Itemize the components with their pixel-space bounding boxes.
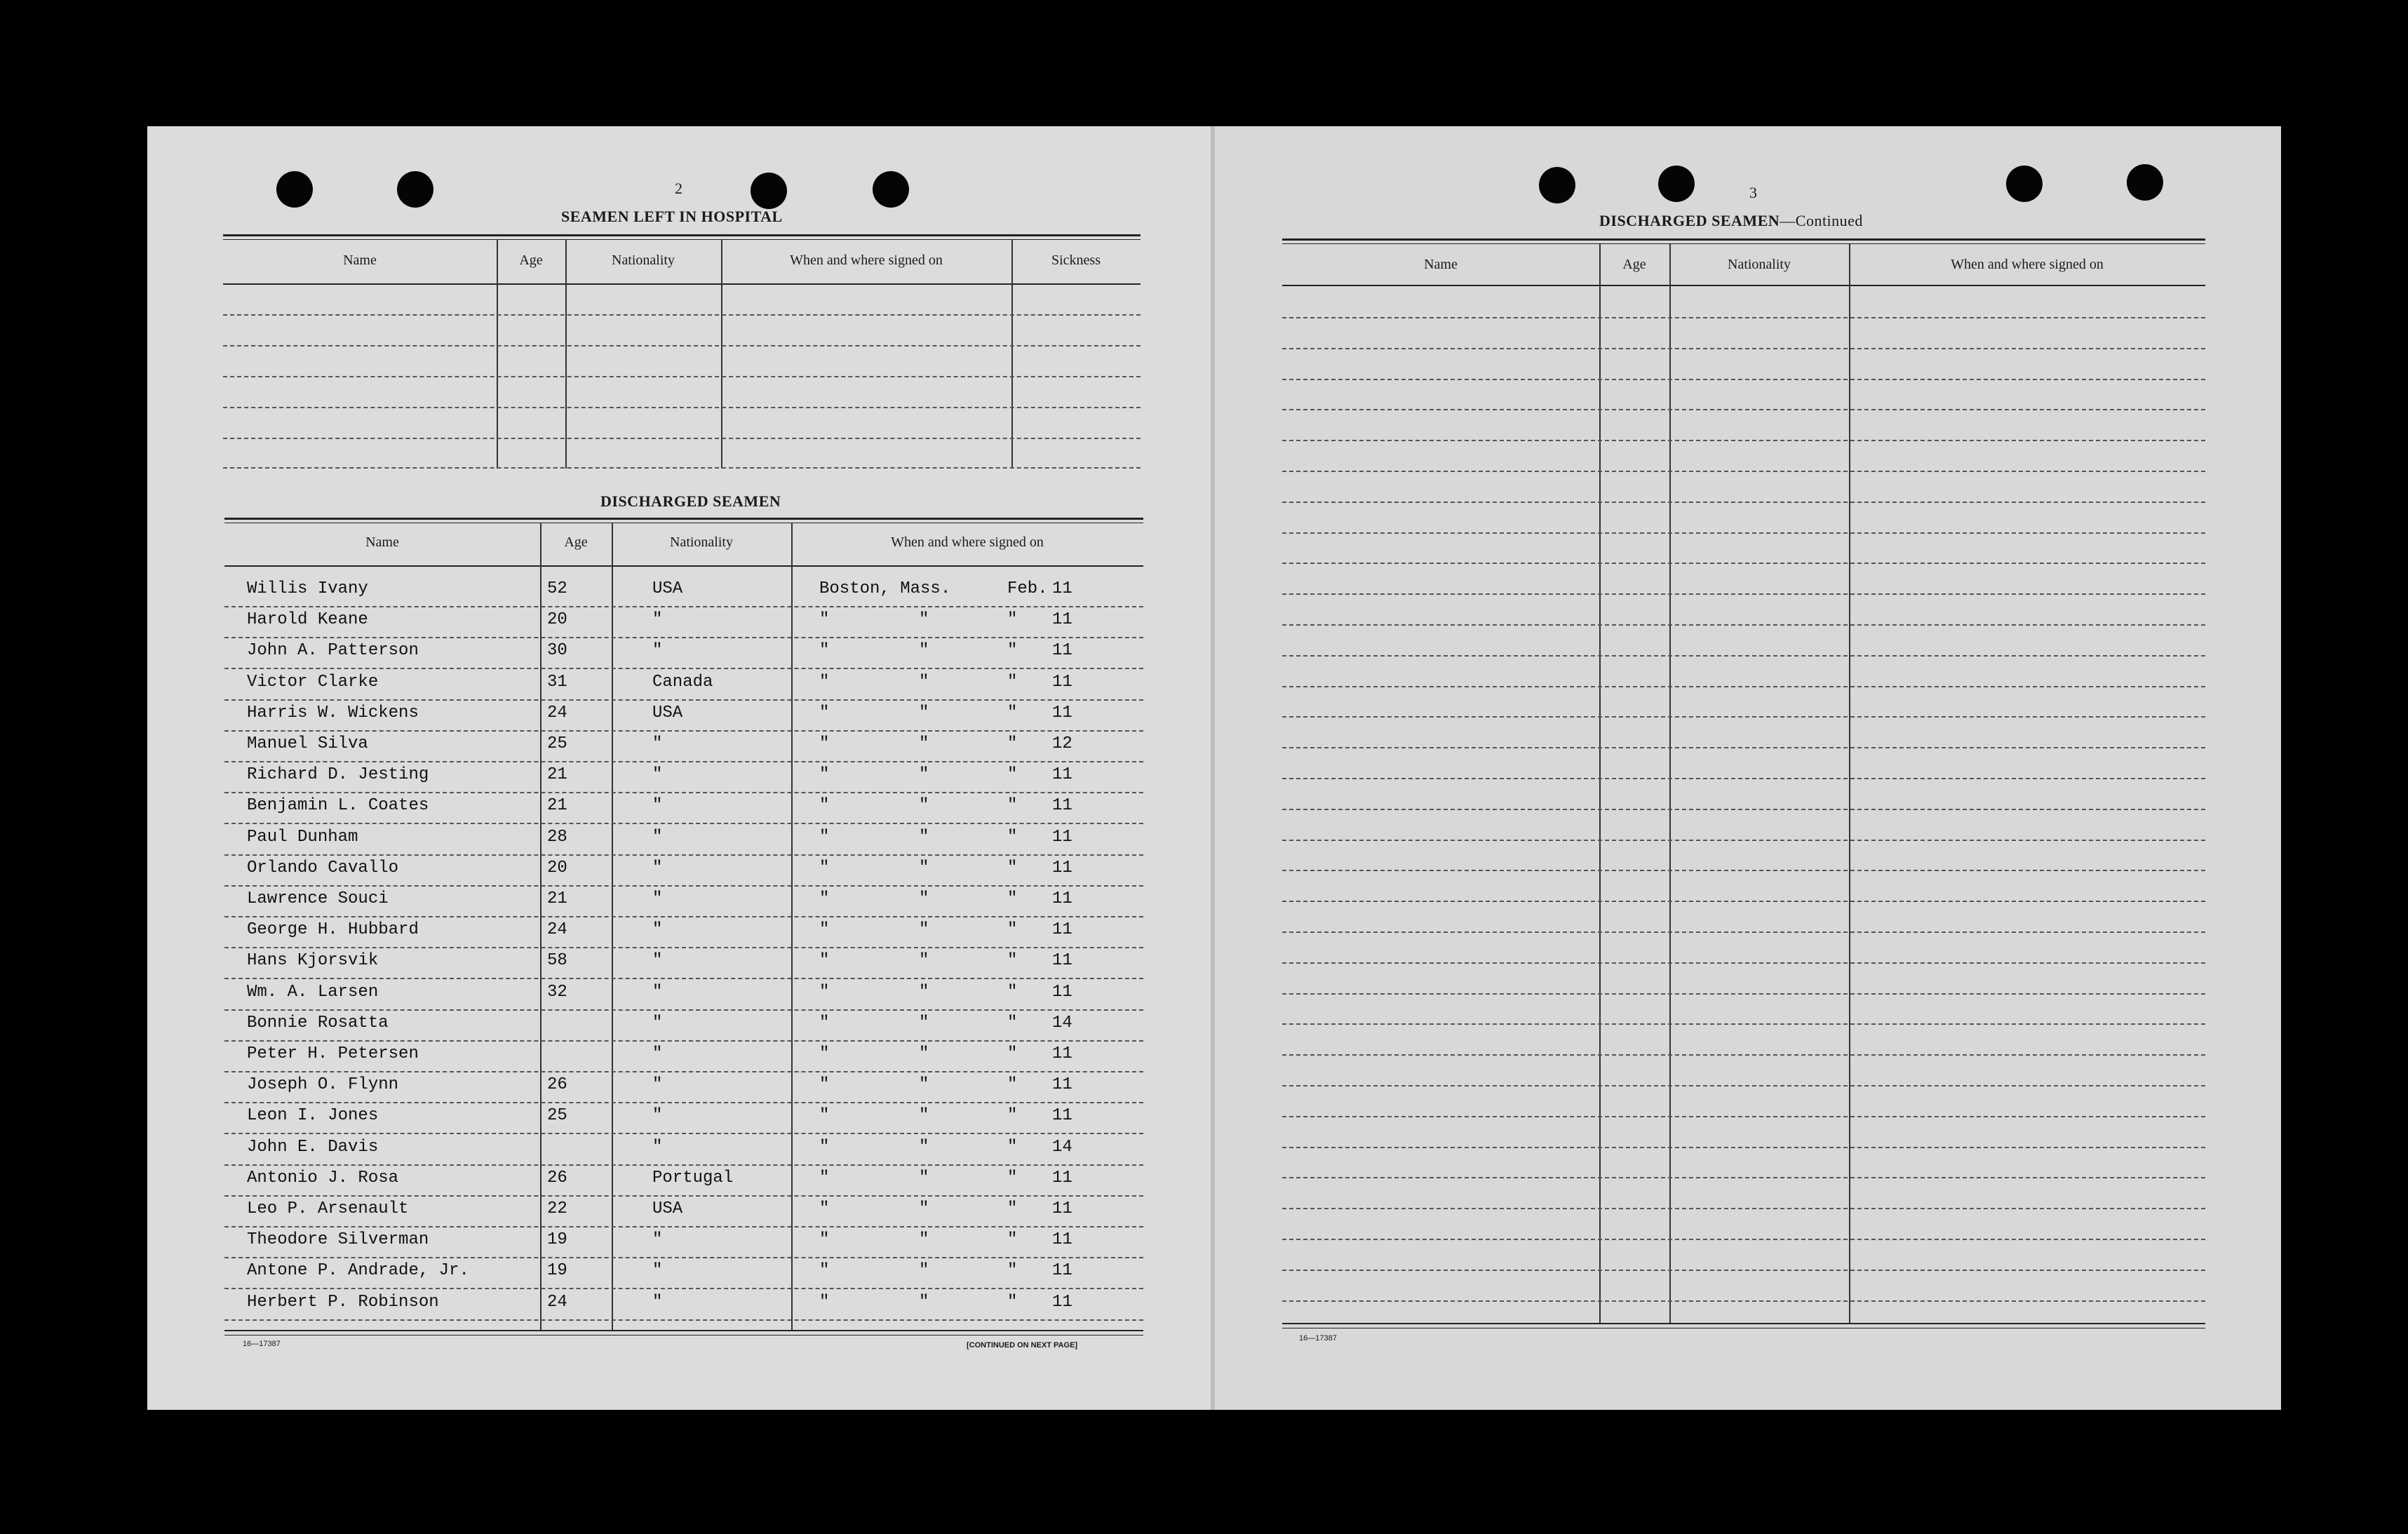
- signed-on-day: 11: [1052, 672, 1072, 692]
- seaman-nationality: ": [652, 1261, 663, 1281]
- page-number: 2: [675, 180, 682, 197]
- signed-on-place: ": [819, 1013, 830, 1032]
- seaman-age: 21: [547, 796, 567, 816]
- signed-on-place: ": [819, 1199, 830, 1218]
- seaman-age: 58: [547, 951, 567, 971]
- seaman-age: 19: [547, 1261, 567, 1281]
- column-divider: [565, 240, 567, 469]
- ruled-line: [1282, 502, 2205, 503]
- binder-hole: [751, 173, 787, 209]
- seaman-age: 26: [547, 1075, 567, 1095]
- seaman-nationality: Portugal: [652, 1168, 734, 1187]
- signed-on-place: ": [819, 1168, 830, 1187]
- signed-on-month: ": [1007, 1044, 1018, 1063]
- ruled-line: [224, 730, 1143, 732]
- table-rule: [224, 518, 1143, 520]
- signed-on-ditto: ": [919, 1199, 929, 1218]
- signed-on-ditto: ": [919, 1261, 929, 1281]
- right-page: [1213, 126, 2281, 1410]
- seaman-name: Herbert P. Robinson: [247, 1292, 439, 1312]
- seaman-nationality: ": [652, 765, 663, 785]
- column-header-nationality: Nationality: [1728, 257, 1791, 272]
- ruled-line: [1282, 1147, 2205, 1148]
- signed-on-ditto: ": [919, 703, 929, 722]
- seaman-nationality: ": [652, 951, 663, 971]
- seaman-age: 24: [547, 703, 567, 722]
- ruled-line: [1282, 962, 2205, 964]
- ruled-line: [224, 1040, 1143, 1042]
- ruled-line: [1282, 809, 2205, 810]
- column-header-signed-on: When and where signed on: [1951, 257, 2104, 272]
- column-divider: [1849, 244, 1850, 1324]
- seaman-nationality: ": [652, 1044, 663, 1063]
- form-number: 16—17387: [243, 1340, 281, 1348]
- signed-on-place: ": [819, 951, 830, 971]
- seaman-name: John E. Davis: [247, 1137, 379, 1157]
- page-number: 3: [1749, 184, 1757, 201]
- ruled-line: [224, 761, 1143, 762]
- signed-on-month: ": [1007, 610, 1018, 630]
- ruled-line: [1282, 1085, 2205, 1086]
- seaman-age: 21: [547, 889, 567, 908]
- seaman-name: Leon I. Jones: [247, 1106, 379, 1126]
- table-rule: [224, 565, 1143, 567]
- seaman-nationality: USA: [652, 579, 683, 598]
- ruled-line: [224, 637, 1143, 638]
- signed-on-day: 11: [1052, 1044, 1072, 1063]
- seaman-nationality: ": [652, 610, 663, 630]
- column-divider: [1011, 240, 1013, 469]
- seaman-name: Victor Clarke: [247, 672, 379, 692]
- signed-on-month: ": [1007, 734, 1018, 753]
- ruled-line: [224, 1195, 1143, 1197]
- seaman-name: Harold Keane: [247, 610, 368, 630]
- signed-on-place: ": [819, 672, 830, 692]
- signed-on-day: 11: [1052, 951, 1072, 971]
- ruled-line: [224, 1102, 1143, 1103]
- signed-on-place: ": [819, 889, 830, 908]
- binder-hole: [276, 171, 313, 208]
- table-rule: [223, 234, 1141, 236]
- page-fold: [1211, 126, 1215, 1410]
- signed-on-ditto: ": [919, 1292, 929, 1312]
- seaman-name: Willis Ivany: [247, 579, 368, 598]
- ruled-line: [224, 947, 1143, 948]
- ruled-line: [1282, 901, 2205, 902]
- signed-on-place: ": [819, 920, 830, 940]
- ruled-line: [223, 467, 1141, 469]
- signed-on-ditto: ": [919, 1106, 929, 1126]
- seaman-nationality: ": [652, 1230, 663, 1250]
- binder-hole: [1658, 166, 1695, 202]
- table-rule: [1282, 243, 2205, 244]
- seaman-name: John A. Patterson: [247, 641, 419, 661]
- seaman-nationality: ": [652, 827, 663, 847]
- ruled-line: [224, 854, 1143, 856]
- seaman-name: Joseph O. Flynn: [247, 1075, 399, 1095]
- signed-on-ditto: ": [919, 920, 929, 940]
- ruled-line: [1282, 993, 2205, 995]
- ruled-line: [224, 668, 1143, 669]
- binder-hole: [2006, 166, 2043, 202]
- seaman-name: Theodore Silverman: [247, 1230, 429, 1250]
- signed-on-place: ": [819, 982, 830, 1002]
- signed-on-day: 11: [1052, 1230, 1072, 1250]
- signed-on-month: ": [1007, 1230, 1018, 1250]
- column-divider: [791, 523, 793, 1331]
- signed-on-day: 14: [1052, 1013, 1072, 1032]
- signed-on-day: 11: [1052, 610, 1072, 630]
- ruled-line: [1282, 1239, 2205, 1240]
- seaman-age: 25: [547, 1106, 567, 1126]
- ruled-line: [1282, 593, 2205, 595]
- signed-on-place: ": [819, 1137, 830, 1157]
- table-rule: [223, 239, 1141, 240]
- column-divider: [1599, 244, 1601, 1324]
- signed-on-place: ": [819, 610, 830, 630]
- column-header-name: Name: [343, 253, 377, 268]
- ruled-line: [1282, 379, 2205, 380]
- signed-on-ditto: ": [919, 765, 929, 785]
- signed-on-day: 11: [1052, 641, 1072, 661]
- seaman-age: 22: [547, 1199, 567, 1218]
- section-title-main: DISCHARGED SEAMEN: [1599, 212, 1780, 229]
- signed-on-ditto: ": [919, 734, 929, 753]
- signed-on-place: ": [819, 796, 830, 816]
- seaman-nationality: ": [652, 1106, 663, 1126]
- seaman-age: 19: [547, 1230, 567, 1250]
- signed-on-ditto: ": [919, 1044, 929, 1063]
- seaman-nationality: ": [652, 796, 663, 816]
- ruled-line: [1282, 716, 2205, 718]
- signed-on-month: ": [1007, 1168, 1018, 1187]
- ruled-line: [1282, 563, 2205, 564]
- ruled-line: [1282, 840, 2205, 841]
- signed-on-ditto: ": [919, 982, 929, 1002]
- ruled-line: [1282, 1054, 2205, 1056]
- seaman-age: 28: [547, 827, 567, 847]
- signed-on-month: ": [1007, 889, 1018, 908]
- column-header-signed-on: When and where signed on: [891, 534, 1044, 550]
- seaman-name: Lawrence Souci: [247, 889, 389, 908]
- ruled-line: [223, 345, 1141, 347]
- seaman-name: Orlando Cavallo: [247, 858, 399, 877]
- signed-on-day: 11: [1052, 1261, 1072, 1281]
- signed-on-place: ": [819, 1106, 830, 1126]
- hospital-section-title: SEAMEN LEFT IN HOSPITAL: [561, 208, 783, 225]
- seaman-name: Harris W. Wickens: [247, 703, 419, 722]
- ruled-line: [1282, 1023, 2205, 1025]
- ruled-line: [1282, 1270, 2205, 1271]
- ruled-line: [1282, 1300, 2205, 1302]
- ruled-line: [224, 916, 1143, 917]
- signed-on-ditto: ": [919, 951, 929, 971]
- ruled-line: [1282, 532, 2205, 534]
- seaman-name: Peter H. Petersen: [247, 1044, 419, 1063]
- column-header-nationality: Nationality: [612, 253, 675, 268]
- ruled-line: [1282, 1177, 2205, 1178]
- column-header-sickness: Sickness: [1051, 253, 1101, 268]
- form-number: 16—17387: [1299, 1334, 1337, 1343]
- signed-on-month: ": [1007, 982, 1018, 1002]
- signed-on-ditto: ": [919, 1230, 929, 1250]
- seaman-name: Benjamin L. Coates: [247, 796, 429, 816]
- signed-on-month: ": [1007, 672, 1018, 692]
- signed-on-place: ": [819, 641, 830, 661]
- table-rule: [1282, 1323, 2205, 1324]
- signed-on-month: ": [1007, 858, 1018, 877]
- ruled-line: [1282, 931, 2205, 933]
- signed-on-month: ": [1007, 951, 1018, 971]
- ruled-line: [224, 1319, 1143, 1321]
- ruled-line: [1282, 747, 2205, 748]
- signed-on-month: ": [1007, 1013, 1018, 1032]
- seaman-name: Hans Kjorsvik: [247, 951, 379, 971]
- seaman-age: 32: [547, 982, 567, 1002]
- seaman-name: Antonio J. Rosa: [247, 1168, 399, 1187]
- seaman-age: 25: [547, 734, 567, 753]
- seaman-age: 30: [547, 641, 567, 661]
- seaman-age: 20: [547, 858, 567, 877]
- ruled-line: [223, 407, 1141, 408]
- table-rule: [224, 1330, 1143, 1331]
- ruled-line: [1282, 686, 2205, 687]
- signed-on-ditto: ": [919, 827, 929, 847]
- ruled-line: [223, 438, 1141, 439]
- ruled-line: [223, 314, 1141, 316]
- ruled-line: [1282, 624, 2205, 626]
- signed-on-ditto: ": [919, 889, 929, 908]
- column-header-signed-on: When and where signed on: [790, 253, 943, 268]
- column-divider: [1669, 244, 1671, 1324]
- seaman-name: Paul Dunham: [247, 827, 358, 847]
- signed-on-ditto: ": [919, 1013, 929, 1032]
- signed-on-day: 11: [1052, 1168, 1072, 1187]
- ruled-line: [1282, 1208, 2205, 1209]
- signed-on-month: ": [1007, 1075, 1018, 1095]
- signed-on-day: 11: [1052, 858, 1072, 877]
- signed-on-month: ": [1007, 1292, 1018, 1312]
- signed-on-month: ": [1007, 920, 1018, 940]
- signed-on-month: ": [1007, 1106, 1018, 1126]
- signed-on-month: ": [1007, 765, 1018, 785]
- signed-on-day: 11: [1052, 1199, 1072, 1218]
- signed-on-ditto: ": [919, 1075, 929, 1095]
- column-divider: [540, 523, 542, 1331]
- signed-on-day: 11: [1052, 796, 1072, 816]
- ruled-line: [224, 699, 1143, 701]
- signed-on-day: 11: [1052, 703, 1072, 722]
- ruled-line: [223, 376, 1141, 377]
- seaman-nationality: ": [652, 1292, 663, 1312]
- seaman-name: Antone P. Andrade, Jr.: [247, 1261, 469, 1281]
- discharged-section-title: DISCHARGED SEAMEN: [600, 492, 781, 510]
- seaman-age: 20: [547, 610, 567, 630]
- seaman-name: Bonnie Rosatta: [247, 1013, 389, 1032]
- signed-on-ditto: ": [919, 672, 929, 692]
- signed-on-month: Feb.: [1007, 579, 1048, 598]
- signed-on-month: ": [1007, 703, 1018, 722]
- seaman-age: 26: [547, 1168, 567, 1187]
- signed-on-month: ": [1007, 1261, 1018, 1281]
- ruled-line: [224, 823, 1143, 824]
- ruled-line: [224, 1226, 1143, 1227]
- signed-on-day: 12: [1052, 734, 1072, 753]
- column-header-name: Name: [365, 534, 399, 550]
- signed-on-place: ": [819, 734, 830, 753]
- seaman-name: Richard D. Jesting: [247, 765, 429, 785]
- seaman-nationality: ": [652, 1137, 663, 1157]
- seaman-nationality: Canada: [652, 672, 713, 692]
- ruled-line: [224, 792, 1143, 793]
- column-divider: [721, 240, 722, 469]
- signed-on-ditto: ": [919, 610, 929, 630]
- table-rule: [223, 283, 1141, 285]
- signed-on-ditto: ": [919, 796, 929, 816]
- signed-on-month: ": [1007, 827, 1018, 847]
- column-header-nationality: Nationality: [670, 534, 733, 550]
- column-header-age: Age: [519, 253, 543, 268]
- ruled-line: [224, 1288, 1143, 1289]
- signed-on-ditto: ": [919, 641, 929, 661]
- signed-on-day: 14: [1052, 1137, 1072, 1157]
- ruled-line: [1282, 409, 2205, 410]
- signed-on-day: 11: [1052, 827, 1072, 847]
- signed-on-place: ": [819, 827, 830, 847]
- signed-on-month: ": [1007, 641, 1018, 661]
- seaman-name: George H. Hubbard: [247, 920, 419, 940]
- signed-on-place: ": [819, 1044, 830, 1063]
- signed-on-month: ": [1007, 1137, 1018, 1157]
- signed-on-day: 11: [1052, 982, 1072, 1002]
- ruled-line: [224, 1257, 1143, 1258]
- signed-on-day: 11: [1052, 920, 1072, 940]
- signed-on-place: ": [819, 858, 830, 877]
- binder-hole: [2127, 164, 2163, 201]
- ruled-line: [1282, 348, 2205, 349]
- seaman-nationality: ": [652, 858, 663, 877]
- seaman-nationality: ": [652, 1013, 663, 1032]
- ruled-line: [1282, 471, 2205, 472]
- seaman-nationality: ": [652, 1075, 663, 1095]
- signed-on-ditto: ": [919, 1168, 929, 1187]
- continued-note: [CONTINUED ON NEXT PAGE]: [967, 1341, 1078, 1350]
- signed-on-day: 11: [1052, 579, 1072, 598]
- signed-on-place: ": [819, 1075, 830, 1095]
- seaman-name: Manuel Silva: [247, 734, 368, 753]
- signed-on-ditto: ": [919, 1137, 929, 1157]
- signed-on-place: ": [819, 1230, 830, 1250]
- seaman-age: 52: [547, 579, 567, 598]
- signed-on-place: ": [819, 703, 830, 722]
- ruled-line: [224, 1071, 1143, 1072]
- column-divider: [612, 523, 613, 1331]
- table-rule: [1282, 285, 2205, 286]
- seaman-nationality: USA: [652, 703, 683, 722]
- signed-on-day: 11: [1052, 889, 1072, 908]
- signed-on-place: ": [819, 1292, 830, 1312]
- binder-hole: [397, 171, 433, 208]
- binder-hole: [1539, 167, 1575, 203]
- seaman-nationality: ": [652, 641, 663, 661]
- seaman-nationality: ": [652, 920, 663, 940]
- ruled-line: [1282, 317, 2205, 318]
- seaman-name: Leo P. Arsenault: [247, 1199, 409, 1218]
- ruled-line: [224, 885, 1143, 887]
- section-title-continued: —Continued: [1780, 212, 1863, 229]
- ruled-line: [224, 1009, 1143, 1011]
- signed-on-day: 11: [1052, 1075, 1072, 1095]
- ruled-line: [1282, 778, 2205, 779]
- binder-hole: [873, 171, 909, 208]
- column-divider: [497, 240, 498, 469]
- seaman-name: Wm. A. Larsen: [247, 982, 379, 1002]
- seaman-nationality: USA: [652, 1199, 683, 1218]
- seaman-nationality: ": [652, 889, 663, 908]
- signed-on-place: ": [819, 765, 830, 785]
- seaman-nationality: ": [652, 734, 663, 753]
- column-header-age: Age: [564, 534, 588, 550]
- ruled-line: [224, 606, 1143, 607]
- ruled-line: [224, 1133, 1143, 1134]
- seaman-age: 24: [547, 1292, 567, 1312]
- table-rule: [1282, 238, 2205, 241]
- signed-on-day: 11: [1052, 765, 1072, 785]
- signed-on-day: 11: [1052, 1106, 1072, 1126]
- column-header-age: Age: [1622, 257, 1646, 272]
- signed-on-place: ": [819, 1261, 830, 1281]
- signed-on-ditto: ": [919, 858, 929, 877]
- ruled-line: [1282, 870, 2205, 871]
- ruled-line: [224, 1164, 1143, 1166]
- ruled-line: [224, 978, 1143, 979]
- ruled-line: [1282, 1116, 2205, 1117]
- signed-on-place: Boston, Mass.: [819, 579, 951, 598]
- ruled-line: [1282, 440, 2205, 441]
- signed-on-month: ": [1007, 796, 1018, 816]
- ruled-line: [1282, 655, 2205, 657]
- continued-section-title: [1599, 212, 1863, 230]
- column-header-name: Name: [1424, 257, 1458, 272]
- signed-on-day: 11: [1052, 1292, 1072, 1312]
- seaman-age: 31: [547, 672, 567, 692]
- seaman-age: 24: [547, 920, 567, 940]
- signed-on-month: ": [1007, 1199, 1018, 1218]
- seaman-nationality: ": [652, 982, 663, 1002]
- seaman-age: 21: [547, 765, 567, 785]
